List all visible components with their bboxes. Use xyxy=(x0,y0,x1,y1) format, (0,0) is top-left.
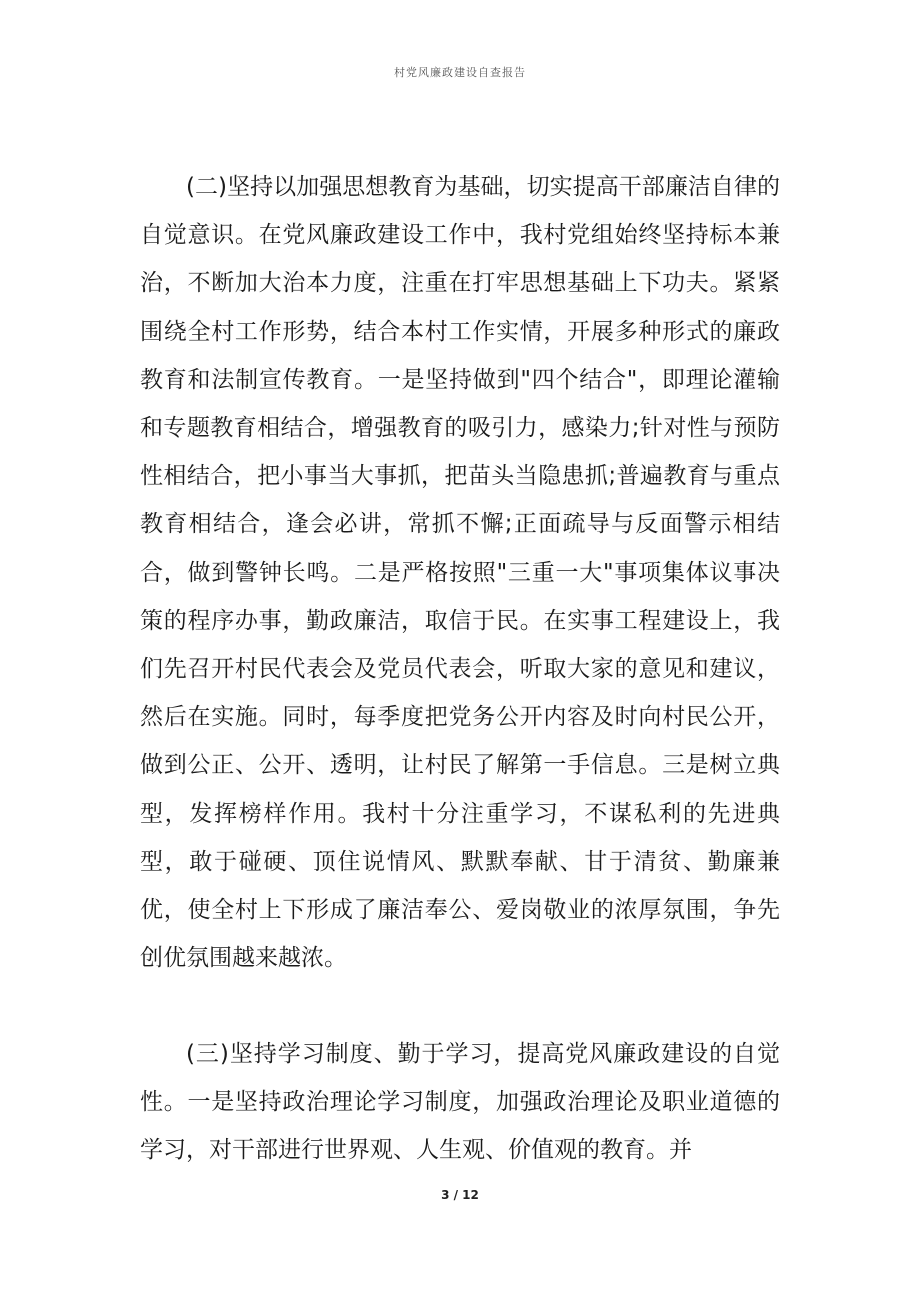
paragraph-3: (三)坚持学习制度、勤于学习，提高党风廉政建设的自觉性。一是坚持政治理论学习制度，加强政治理论及职业道德的学习，对干部进行世界观、人生观、价值观的教育。并 xyxy=(140,1041,780,1164)
page-header: 村党风廉政建设自查报告 xyxy=(394,66,526,79)
page-number: 3 / 12 xyxy=(441,1188,479,1202)
paragraph-2: (二)坚持以加强思想教育为基础，切实提高干部廉洁自律的自觉意识。在党风廉政建设工作中，我村党组始终坚持标本兼治，不断加大治本力度，注重在打牢思想基础上下功夫。紧紧围绕全村工作形势，结合本村工作实情，开展多种形式的廉政教育和法制宣传教育。一是坚持做到"四个结合"，即理论灌输和专题教育相结合，增强教育的吸引力，感染力;针对性与预防性相结合，把小事当大事抓，把苗头当隐患抓;普遍教育与重点教育相结合，逢会必讲，常抓不懈;正面疏导与反面警示相结合，做到警钟长鸣。二是严格按照"三重一大"事项集体议事决策的程序办事，勤政廉洁，取信于民。在实事工程建设上，我们先召开村民代表会及党员代表会，听取大家的意见和建议，然后在实施。同时，每季度把党务公开内容及时向村民公开，做到公正、公开、透明，让村民了解第一手信息。三是树立典型，发挥榜样作用。我村十分注重学习，不谋私利的先进典型，敢于碰硬、顶住说情风、默默奉献、甘于清贫、勤廉兼优，使全村上下形成了廉洁奉公、爱岗敬业的浓厚氛围，争先创优氛围越来越浓。 xyxy=(140,174,780,972)
